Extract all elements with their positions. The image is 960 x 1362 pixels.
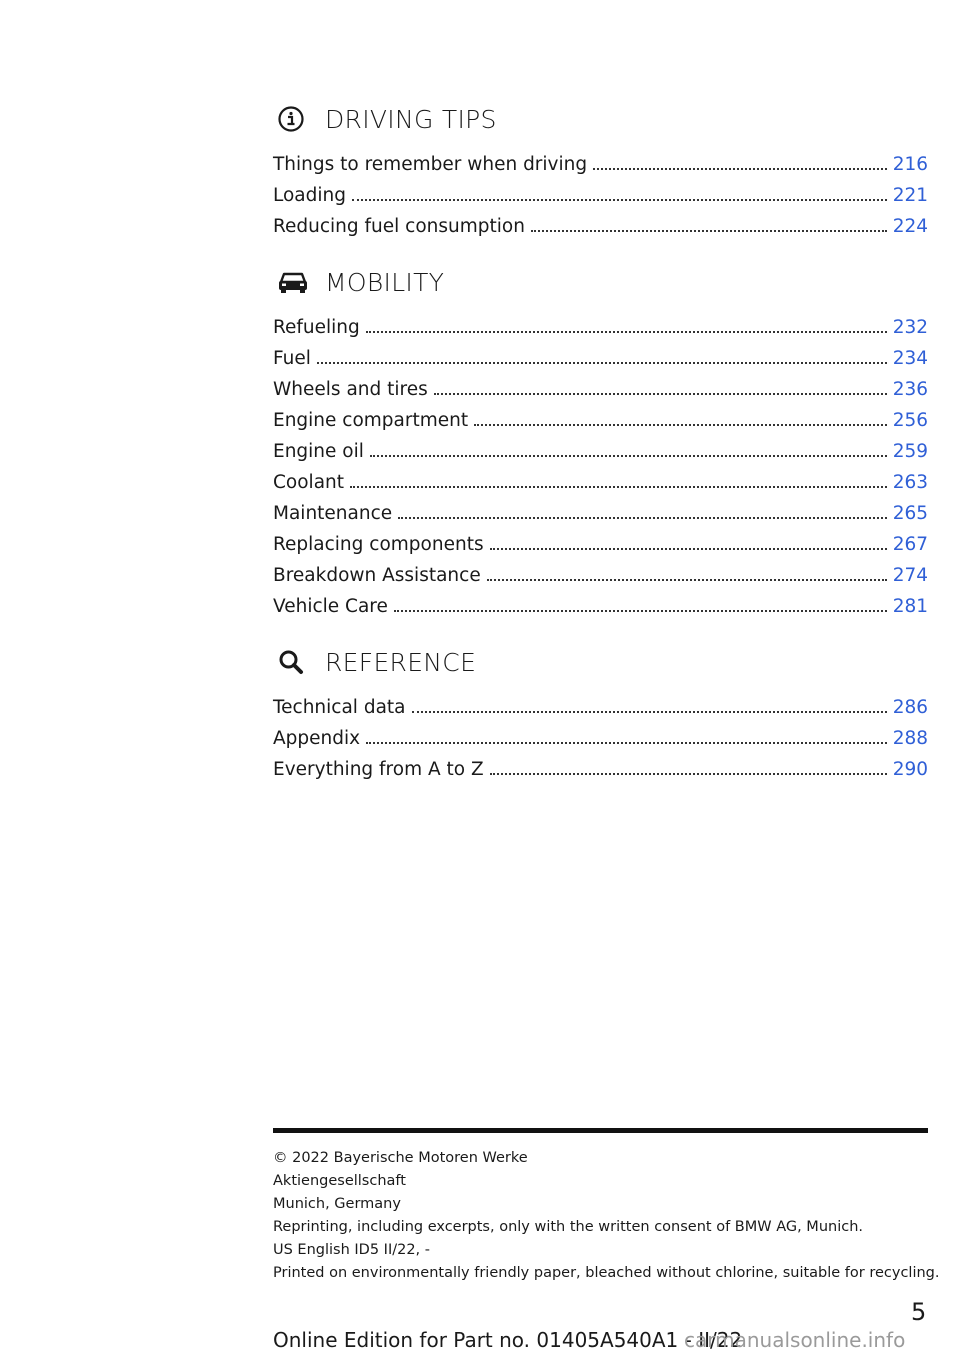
- toc-entry-label: Replacing components: [273, 534, 484, 555]
- toc-entry-label: Wheels and tires: [273, 379, 428, 400]
- imprint-divider: [273, 1128, 928, 1133]
- section-reference: [273, 639, 928, 780]
- toc-page-link[interactable]: 281: [892, 596, 928, 617]
- dot-leader: [366, 738, 887, 744]
- dot-leader: [490, 769, 887, 775]
- section-driving-tips: [273, 96, 928, 237]
- imprint-line: Munich, Germany: [273, 1196, 401, 1212]
- info-icon: [277, 104, 315, 134]
- dot-leader: [398, 513, 887, 519]
- toc-entry[interactable]: [273, 555, 928, 586]
- section-mobility: [273, 259, 928, 617]
- car-icon: [277, 267, 315, 297]
- imprint-line: US English ID5 II/22, -: [273, 1242, 431, 1258]
- toc-entry-label: Coolant: [273, 472, 345, 493]
- toc-entry[interactable]: [273, 431, 928, 462]
- section-header: [273, 96, 928, 142]
- toc-entry-label: Everything from A to Z: [273, 759, 484, 780]
- toc-page-link[interactable]: 216: [892, 154, 928, 175]
- toc-page-link[interactable]: 234: [892, 348, 928, 369]
- section-title: REFERENCE: [325, 647, 477, 677]
- dot-leader: [394, 606, 887, 612]
- dot-leader: [593, 164, 887, 170]
- toc-page-link[interactable]: 263: [892, 472, 928, 493]
- toc-entry[interactable]: [273, 586, 928, 617]
- dot-leader: [350, 482, 887, 488]
- imprint: [273, 1147, 940, 1285]
- dot-leader: [352, 195, 887, 201]
- imprint-line: Aktiengesellschaft: [273, 1173, 406, 1189]
- toc-entry[interactable]: [273, 338, 928, 369]
- toc-entry[interactable]: [273, 687, 928, 718]
- imprint-line: Printed on environmentally friendly paper, bleached without chlorine, suitable for recycling.: [273, 1265, 940, 1281]
- toc-entry[interactable]: [273, 718, 928, 749]
- toc-entry-label: Technical data: [273, 697, 406, 718]
- dot-leader: [490, 544, 887, 550]
- toc-entry[interactable]: [273, 307, 928, 338]
- toc-entry[interactable]: [273, 175, 928, 206]
- toc-entry[interactable]: [273, 144, 928, 175]
- dot-leader: [474, 420, 887, 426]
- magnifier-icon: [277, 647, 315, 677]
- toc-page-link[interactable]: 288: [892, 728, 928, 749]
- toc-page-link[interactable]: 274: [892, 565, 928, 586]
- toc-entry-label: Vehicle Care: [273, 596, 388, 617]
- toc-entry[interactable]: [273, 524, 928, 555]
- toc-entry-label: Refueling: [273, 317, 360, 338]
- toc-page-link[interactable]: 221: [892, 185, 928, 206]
- section-title: DRIVING TIPS: [325, 104, 497, 134]
- toc-entry[interactable]: [273, 369, 928, 400]
- footer-edition: Online Edition for Part no. 01405A540A1 - II/22: [273, 1328, 743, 1352]
- watermark: carmanualsonline.info: [684, 1328, 906, 1352]
- toc-entry-label: Engine compartment: [273, 410, 469, 431]
- page-number: 5: [911, 1298, 927, 1326]
- toc-page-link[interactable]: 259: [892, 441, 928, 462]
- toc-entry[interactable]: [273, 493, 928, 524]
- toc-entry-label: Reducing fuel consumption: [273, 216, 525, 237]
- dot-leader: [412, 707, 887, 713]
- toc-entry[interactable]: [273, 206, 928, 237]
- dot-leader: [366, 327, 887, 333]
- section-header: [273, 259, 928, 305]
- toc-entry-label: Breakdown Assistance: [273, 565, 481, 586]
- toc-entry[interactable]: [273, 749, 928, 780]
- toc-entry[interactable]: [273, 462, 928, 493]
- toc-entry-label: Engine oil: [273, 441, 364, 462]
- dot-leader: [370, 451, 887, 457]
- toc-page-link[interactable]: 224: [892, 216, 928, 237]
- dot-leader: [531, 226, 887, 232]
- toc-page-link[interactable]: 256: [892, 410, 928, 431]
- toc-page-link[interactable]: 236: [892, 379, 928, 400]
- imprint-line: Reprinting, including excerpts, only with the written consent of BMW AG, Munich.: [273, 1219, 863, 1235]
- section-title: MOBILITY: [325, 267, 445, 297]
- imprint-line: © 2022 Bayerische Motoren Werke: [273, 1150, 528, 1166]
- dot-leader: [434, 389, 887, 395]
- toc-page-link[interactable]: 232: [892, 317, 928, 338]
- toc-entry[interactable]: [273, 400, 928, 431]
- toc-page-link[interactable]: 265: [892, 503, 928, 524]
- toc-page-link[interactable]: 286: [892, 697, 928, 718]
- toc-entry-label: Things to remember when driving: [273, 154, 588, 175]
- dot-leader: [317, 358, 887, 364]
- dot-leader: [487, 575, 887, 581]
- toc-entry-label: Fuel: [273, 348, 311, 369]
- toc-page-link[interactable]: 290: [892, 759, 928, 780]
- toc-entry-label: Appendix: [273, 728, 361, 749]
- toc-page-link[interactable]: 267: [892, 534, 928, 555]
- toc-entry-label: Maintenance: [273, 503, 393, 524]
- toc-entry-label: Loading: [273, 185, 346, 206]
- section-header: [273, 639, 928, 685]
- table-of-contents: [273, 96, 928, 802]
